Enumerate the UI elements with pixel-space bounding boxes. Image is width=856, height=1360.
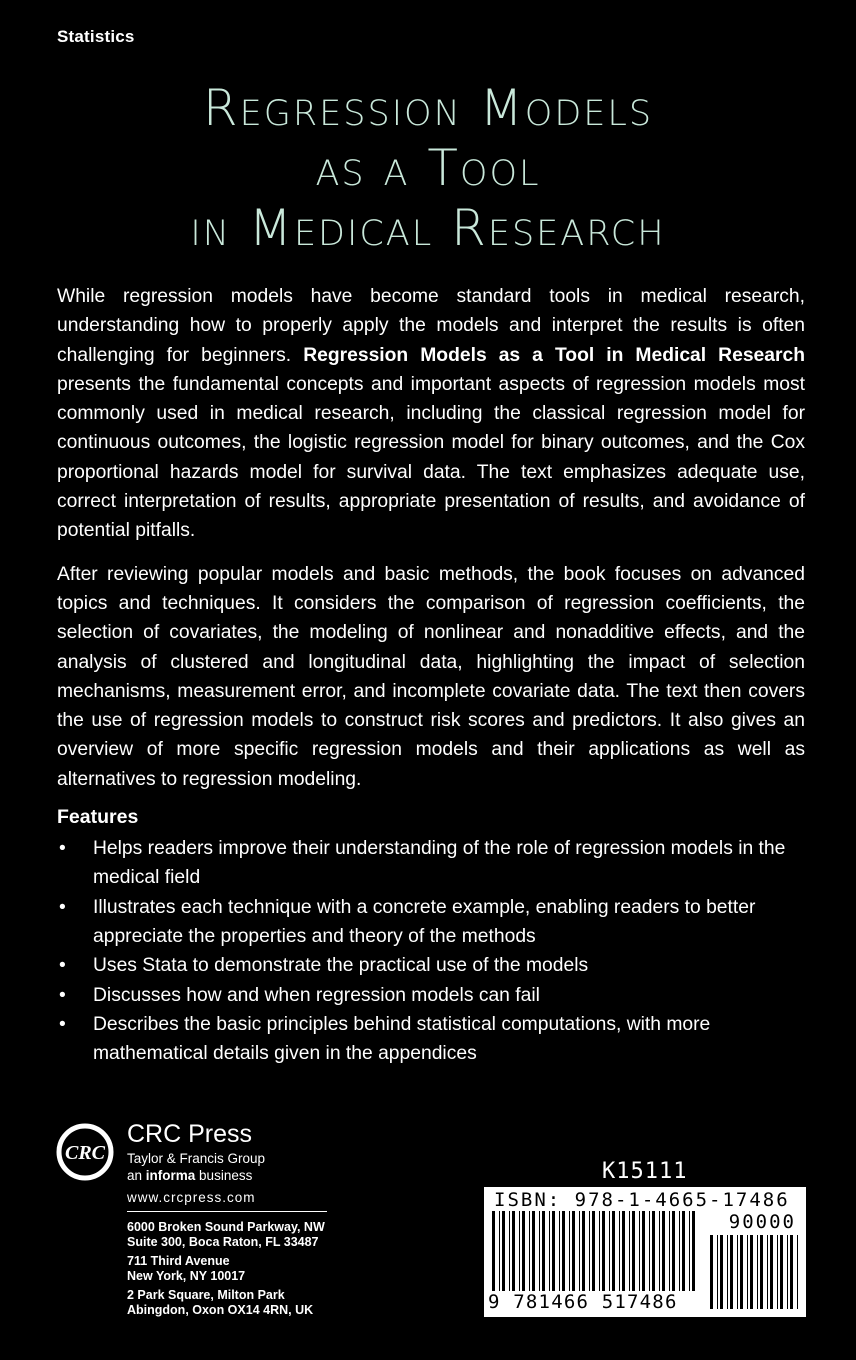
barcode-bar [760, 1235, 763, 1309]
isbn-text: ISBN: 978-1-4665-17486 [494, 1189, 790, 1211]
feature-text: Discusses how and when regression models can fail [93, 984, 540, 1006]
barcode-bar [689, 1211, 690, 1291]
barcode-bar [790, 1235, 793, 1309]
feature-text: Describes the basic principles behind statistical computations, with more mathematical details given in the appendices [93, 1014, 711, 1064]
barcode-bar [629, 1211, 630, 1291]
bullet-icon: • [59, 838, 66, 859]
ean-digits: 9 781466 517486 [488, 1291, 678, 1313]
barcode-bar [492, 1211, 495, 1291]
book-code: K15111 [602, 1159, 688, 1184]
title-line-1: Regression Models [202, 79, 654, 137]
crc-logo-text: CRC [64, 1142, 106, 1164]
description-paragraph-2: After reviewing popular models and basic methods, the book focuses on advanced topics and techniques. It considers the comparison of regression coefficients, the selection of covariates, the modeling of nonlinear and nonadditive effects, and the analysis of clustered and longitudinal data, highlighting the impact of selection mechanisms, measurement error, and incomplete covariate data. The text then covers the use of regression models to construct risk scores and predictors. It also gives an overview of more specific regression models and their applications as well as alternatives to regression modeling. [57, 563, 805, 790]
barcode-bar [787, 1235, 788, 1309]
feature-item [57, 893, 807, 951]
barcode-bar [757, 1235, 758, 1309]
ean-barcode-bars [490, 1211, 700, 1291]
barcode-bar [539, 1211, 540, 1291]
barcode-bar [747, 1235, 748, 1309]
barcode-bar [740, 1235, 743, 1309]
barcode-bar [649, 1211, 650, 1291]
barcode-bar [512, 1211, 515, 1291]
feature-item [57, 1010, 807, 1068]
barcode-bar [509, 1211, 510, 1291]
bullet-icon: • [59, 896, 66, 918]
barcode-bar [562, 1211, 565, 1291]
barcode-bar [549, 1211, 550, 1291]
address-line: 6000 Broken Sound Parkway, NW [127, 1220, 325, 1234]
publisher-informa [127, 1168, 252, 1184]
address-line: New York, NY 10017 [127, 1269, 246, 1283]
price-code: 90000 [728, 1211, 796, 1233]
barcode-bar [542, 1211, 545, 1291]
barcode-bar [730, 1235, 733, 1309]
barcode-bar [632, 1211, 635, 1291]
barcode-bar [767, 1235, 768, 1309]
barcode-bar [609, 1211, 610, 1291]
barcode-bar [612, 1211, 615, 1291]
bullet-icon: • [59, 1014, 66, 1035]
barcode-bar [720, 1235, 723, 1309]
title-line-2: as a Tool [315, 139, 541, 197]
informa-prefix: an [127, 1168, 146, 1183]
category-label: Statistics [57, 27, 135, 46]
barcode-bar [572, 1211, 575, 1291]
publisher-group: Taylor & Francis Group [127, 1151, 266, 1166]
barcode-bar [737, 1235, 738, 1309]
barcode-bar [777, 1235, 778, 1309]
description-paragraph-1 [57, 282, 805, 546]
isbn-barcode [484, 1187, 806, 1317]
barcode-bar [619, 1211, 620, 1291]
bullet-icon: • [59, 955, 66, 976]
publisher-name: CRC Press [127, 1120, 253, 1148]
description-bold-title: Regression Models as a Tool in Medical Research [303, 344, 805, 366]
barcode-bar [797, 1235, 798, 1309]
barcode-bar [532, 1211, 535, 1291]
barcode-bar [659, 1211, 660, 1291]
barcode-bar [579, 1211, 580, 1291]
description-text: presents the fundamental concepts and important aspects of regression models most commonly used in medical research, including the classical regression model for continuous outcomes, the logistic regression model for binary outcomes, and the Cox proportional hazards model for survival data. The text emphasizes adequate use, correct interpretation of results, appropriate presentation of results, and avoidance of potential pitfalls. [57, 373, 805, 542]
informa-suffix: business [195, 1168, 253, 1183]
barcode-bar [552, 1211, 555, 1291]
barcode-bar [770, 1235, 773, 1309]
address-line: 2 Park Square, Milton Park [127, 1288, 285, 1302]
barcode-bar [662, 1211, 665, 1291]
barcode-bar [602, 1211, 605, 1291]
feature-text: Uses Stata to demonstrate the practical use of the models [93, 955, 589, 976]
barcode-bar [652, 1211, 655, 1291]
feature-item [57, 834, 807, 892]
book-description [57, 282, 805, 794]
barcode-bar [559, 1211, 560, 1291]
barcode-bar [669, 1211, 670, 1291]
barcode-bar [727, 1235, 728, 1309]
barcode-bar [522, 1211, 525, 1291]
publisher-url: www.crcpress.com [127, 1190, 256, 1205]
feature-text: Helps readers improve their understanding of the role of regression models in the medical field [93, 838, 786, 888]
barcode-bar [780, 1235, 783, 1309]
barcode-bar [750, 1235, 753, 1309]
addon-barcode-bars [708, 1235, 800, 1309]
feature-item [57, 981, 807, 1010]
barcode-bar [682, 1211, 685, 1291]
publisher-divider [127, 1211, 327, 1212]
barcode-bar [569, 1211, 570, 1291]
book-title [0, 78, 856, 258]
barcode-bar [717, 1235, 718, 1309]
barcode-bar [692, 1211, 695, 1291]
barcode-bar [582, 1211, 585, 1291]
feature-text: Illustrates each technique with a concrete example, enabling readers to better appreciate the properties and theory of the methods [93, 896, 756, 947]
address-line: Suite 300, Boca Raton, FL 33487 [127, 1235, 319, 1249]
barcode-bar [679, 1211, 680, 1291]
crc-logo-icon [55, 1122, 115, 1182]
barcode-bar [710, 1235, 713, 1309]
features-heading: Features [57, 806, 139, 828]
barcode-bar [499, 1211, 500, 1291]
barcode-bar [589, 1211, 590, 1291]
address-line: Abingdon, Oxon OX14 4RN, UK [127, 1303, 314, 1317]
feature-item [57, 951, 807, 980]
bullet-icon: • [59, 984, 66, 1006]
barcode-bar [622, 1211, 625, 1291]
barcode-bar [599, 1211, 600, 1291]
barcode-bar [672, 1211, 675, 1291]
title-line-3: in Medical Research [190, 199, 666, 257]
barcode-bar [639, 1211, 640, 1291]
description-text: While regression models have become standard tools in medical research, understanding how to properly apply the models and interpret the results is often challenging for beginners. [57, 286, 805, 366]
barcode-bar [642, 1211, 645, 1291]
barcode-bar [529, 1211, 530, 1291]
address-line: 711 Third Avenue [127, 1254, 230, 1268]
barcode-bar [592, 1211, 595, 1291]
features-list [57, 834, 807, 1069]
barcode-bar [519, 1211, 520, 1291]
informa-bold: informa [145, 1168, 196, 1183]
barcode-bar [502, 1211, 505, 1291]
